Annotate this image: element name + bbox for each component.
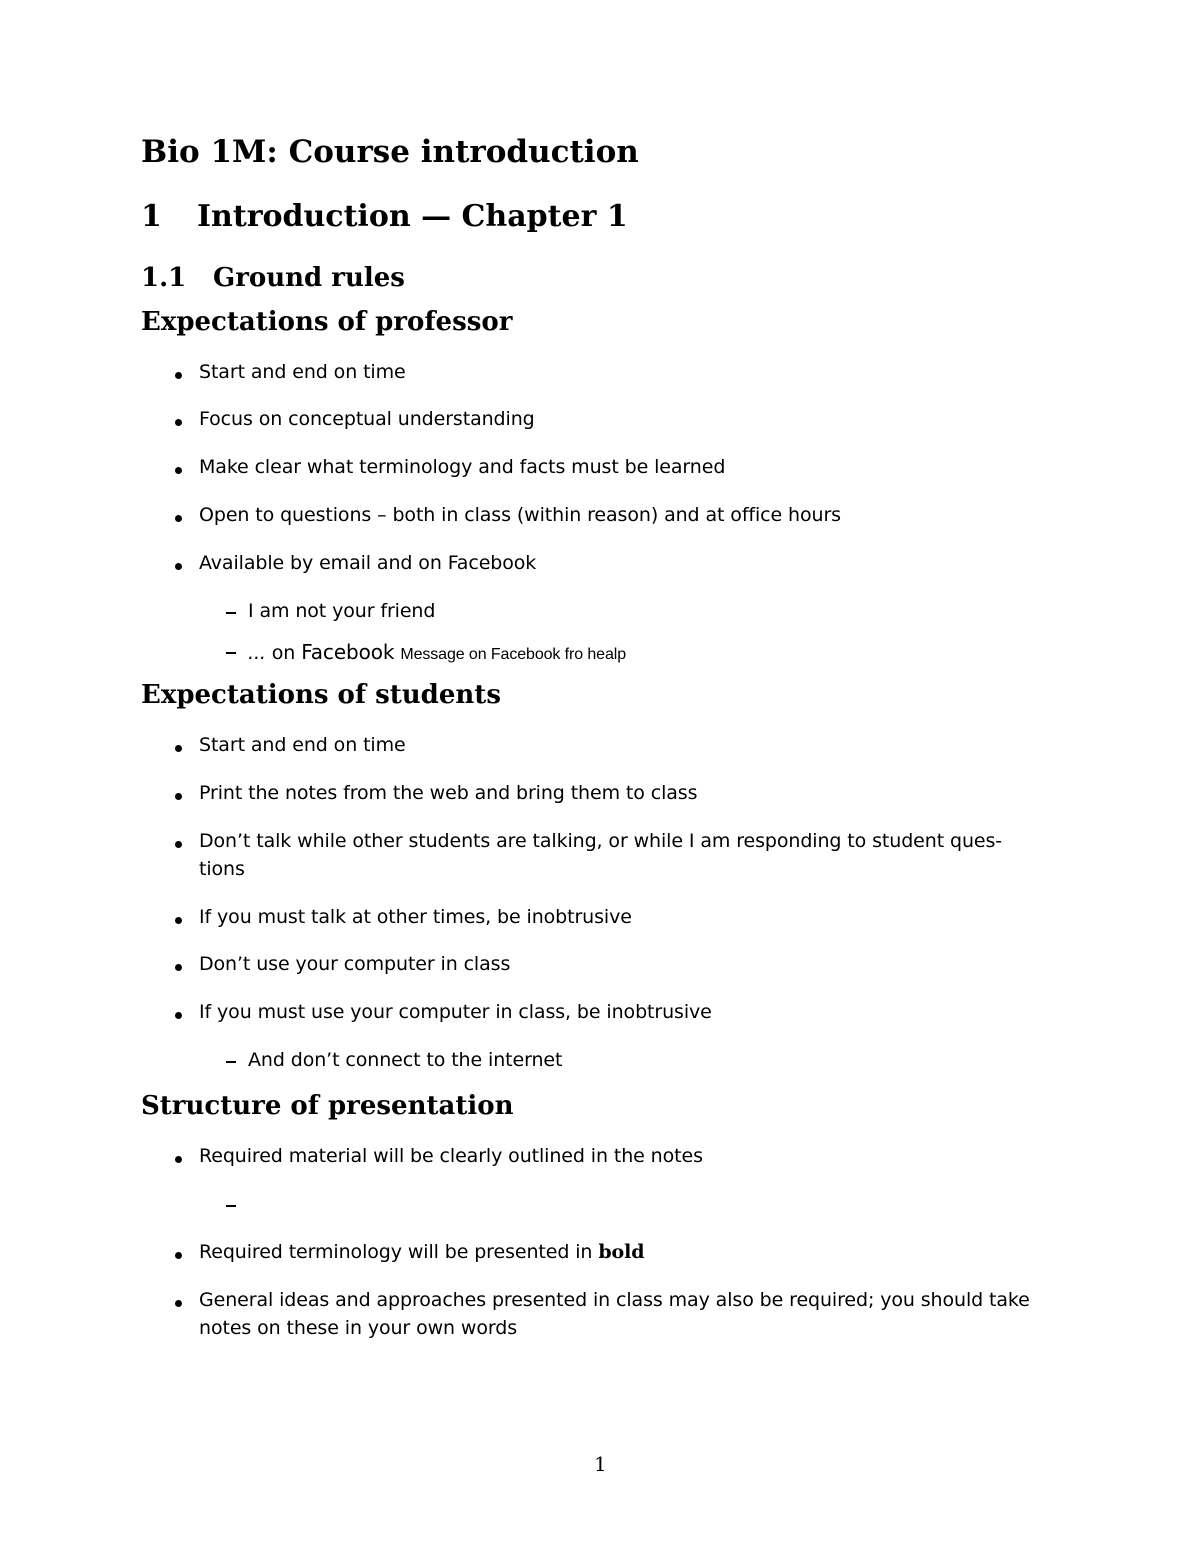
section-number: 1 [141,199,162,234]
list-item: Focus on conceptual understanding [199,408,535,430]
bullet-icon [175,419,182,426]
professor-expectations-heading: Expectations of professor [141,307,513,337]
bullet-icon [175,841,182,848]
list-item: Required material will be clearly outlined in the notes [199,1145,703,1167]
student-expectations-heading: Expectations of students [141,680,501,710]
document-title: Bio 1M: Course introduction [141,134,639,170]
structure-heading: Structure of presentation [141,1091,514,1121]
bullet-icon [175,745,182,752]
list-item-continuation: tions [199,858,245,880]
facebook-help-note: Message on Facebook fro healp [400,646,627,663]
sub-list-item-facebook [248,640,626,664]
bullet-icon [175,1156,182,1163]
bullet-icon [175,1012,182,1019]
list-item: Make clear what terminology and facts must be learned [199,456,726,478]
bullet-icon [175,563,182,570]
list-item: If you must talk at other times, be inobtrusive [199,906,632,928]
on-word: on [271,642,296,664]
list-item: Available by email and on Facebook [199,552,537,574]
page-number: 1 [594,1452,607,1476]
bold-word: bold [598,1241,645,1263]
list-item: If you must use your computer in class, be inobtrusive [199,1001,712,1023]
bullet-icon [175,793,182,800]
section-title: Introduction — Chapter 1 [197,199,628,234]
bullet-icon [175,964,182,971]
dash-icon [226,1061,236,1063]
list-item: Don’t use your computer in class [199,953,511,975]
dash-icon [226,612,236,614]
terminology-text: Required terminology will be presented in [199,1241,593,1263]
list-item: Open to questions – both in class (within reason) and at office hours [199,504,841,526]
dash-icon [226,652,236,654]
bullet-icon [175,1252,182,1259]
list-item: Start and end on time [199,734,406,756]
bullet-icon [175,515,182,522]
facebook-word: Facebook [301,640,395,664]
list-item-continuation: notes on these in your own words [199,1317,518,1339]
dash-icon [226,1205,236,1207]
list-item: Print the notes from the web and bring them to class [199,782,698,804]
subsection-heading [141,263,405,293]
bullet-icon [175,467,182,474]
list-item [199,1241,644,1263]
list-item: General ideas and approaches presented in class may also be required; you should take [199,1289,1030,1311]
bullet-icon [175,1300,182,1307]
sub-list-item: I am not your friend [248,600,436,622]
bullet-icon [175,372,182,379]
ellipsis: ... [248,642,266,664]
bullet-icon [175,917,182,924]
subsection-title: Ground rules [213,263,405,293]
sub-list-item: And don’t connect to the internet [248,1049,563,1071]
list-item: Start and end on time [199,361,406,383]
section-heading [141,199,628,234]
subsection-number: 1.1 [141,263,187,293]
list-item: Don’t talk while other students are talking, or while I am responding to student ques- [199,830,1003,852]
